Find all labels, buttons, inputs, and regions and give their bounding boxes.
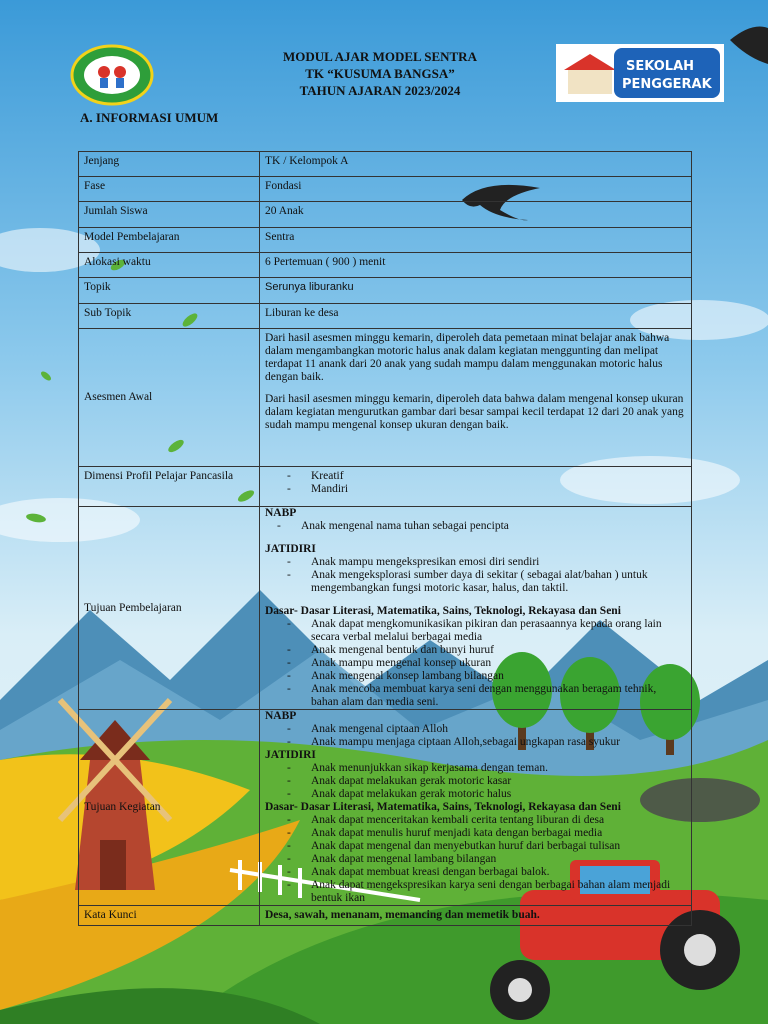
table-row xyxy=(79,906,692,926)
list-item: - Anak dapat mengkomunikasikan pikiran dan perasaannya kepada orang lain secara verbal melalui berbagai media xyxy=(287,618,686,644)
table-row xyxy=(79,228,692,253)
table-row xyxy=(79,278,692,304)
table-row xyxy=(79,304,692,329)
dasar-heading: Dasar- Dasar Literasi, Matematika, Sains, Teknologi, Rekayasa dan Seni xyxy=(265,801,621,813)
jatidiri-heading: JATIDIRI xyxy=(265,749,316,761)
list-item: - Anak mengenal nama tuhan sebagai pencipta xyxy=(277,520,686,533)
list-item: - Anak mampu mengekspresikan emosi diri sendiri xyxy=(287,556,686,569)
row-label: Dimensi Profil Pelajar Pancasila xyxy=(79,467,260,507)
table-row xyxy=(79,152,692,177)
dasar-list xyxy=(265,618,686,709)
list-item: - Anak mampu menjaga ciptaan Alloh,sebagai ungkapan rasa syukur xyxy=(287,736,686,749)
table-row xyxy=(79,202,692,228)
list-item: - Anak dapat melakukan gerak motoric kasar xyxy=(287,775,686,788)
row-label: Jumlah Siswa xyxy=(79,202,260,228)
sekolah-penggerak-logo xyxy=(556,44,724,102)
document-title xyxy=(230,48,530,99)
list-item: - Mandiri xyxy=(287,483,686,496)
row-label: Alokasi waktu xyxy=(79,253,260,278)
list-item: - Anak dapat mengenal dan menyebutkan huruf dari berbagai tulisan xyxy=(287,840,686,853)
row-label: Kata Kunci xyxy=(79,906,260,926)
row-value: Liburan ke desa xyxy=(260,304,692,329)
row-value: 20 Anak xyxy=(260,202,692,228)
row-value xyxy=(260,467,692,507)
jatidiri-heading: JATIDIRI xyxy=(265,543,316,555)
row-label: Jenjang xyxy=(79,152,260,177)
list-item: - Anak mampu mengenal konsep ukuran xyxy=(287,657,686,670)
list-item: - Anak dapat melakukan gerak motoric halus xyxy=(287,788,686,801)
dimensi-list xyxy=(265,470,686,496)
row-label: Sub Topik xyxy=(79,304,260,329)
school-logo xyxy=(70,44,154,106)
list-item: - Anak menunjukkan sikap kerjasama dengan teman. xyxy=(287,762,686,775)
table-row xyxy=(79,467,692,507)
nabp-heading: NABP xyxy=(265,710,297,722)
table-row xyxy=(79,177,692,202)
row-value: Desa, sawah, menanam, memancing dan memetik buah. xyxy=(260,906,692,926)
list-item: - Anak mengenal konsep lambang bilangan xyxy=(287,670,686,683)
table-row xyxy=(79,710,692,906)
row-label: Topik xyxy=(79,278,260,304)
list-item: - Anak dapat membuat kreasi dengan berbagai balok. xyxy=(287,866,686,879)
table-row xyxy=(79,507,692,710)
asesmen-paragraph-1: Dari hasil asesmen minggu kemarin, diperoleh data pemetaan minat belajar anak bahwa dalam mengambangkan motoric halus anak dalam kegiatan menggunting dan melipat terdapat 11 anank dari 20 anak yang sudah mampu dalam menggunakan motoric halus dengan baik. xyxy=(265,332,670,383)
section-title: A. INFORMASI UMUM xyxy=(80,110,219,125)
row-value xyxy=(260,710,692,906)
jatidiri-list xyxy=(265,762,686,801)
table-row xyxy=(79,253,692,278)
row-label: Asesmen Awal xyxy=(79,329,260,467)
list-item: - Anak dapat mengenal lambang bilangan xyxy=(287,853,686,866)
dasar-list xyxy=(265,814,686,905)
row-label: Fase xyxy=(79,177,260,202)
nabp-heading: NABP xyxy=(265,507,297,519)
jatidiri-list xyxy=(265,556,686,595)
svg-text:SEKOLAH: SEKOLAH xyxy=(626,59,695,74)
title-line-1: MODUL AJAR MODEL SENTRA xyxy=(283,49,477,64)
asesmen-paragraph-2: Dari hasil asesmen minggu kemarin, diperoleh data bahwa dalam mengenal konsep ukuran dalam kegiatan mengurutkan gambar dari besar sampai kecil terdapat 12 dari 20 anak yang sudah mampu mengenal konsep ukuran dengan baik. xyxy=(265,393,684,431)
row-value: Sentra xyxy=(260,228,692,253)
list-item: - Anak mencoba membuat karya seni dengan menggunakan beragam tehnik, bahan alam dan media seni. xyxy=(287,683,686,709)
title-line-2: TK “KUSUMA BANGSA” xyxy=(305,66,455,81)
list-item: - Anak dapat mengekspresikan karya seni dengan berbagai bahan alam menjadi bentuk ikan xyxy=(287,879,686,905)
row-value: TK / Kelompok A xyxy=(260,152,692,177)
row-label: Tujuan Pembelajaran xyxy=(79,507,260,710)
dasar-heading: Dasar- Dasar Literasi, Matematika, Sains, Teknologi, Rekayasa dan Seni xyxy=(265,605,621,617)
svg-text:PENGGERAK: PENGGERAK xyxy=(622,77,712,92)
info-table xyxy=(78,151,692,926)
nabp-list xyxy=(265,723,686,749)
row-value xyxy=(260,507,692,710)
list-item: - Anak dapat menceritakan kembali cerita tentang liburan di desa xyxy=(287,814,686,827)
nabp-list xyxy=(265,520,686,533)
row-value: Fondasi xyxy=(260,177,692,202)
list-item: - Anak mengenal bentuk dan bunyi huruf xyxy=(287,644,686,657)
row-label: Model Pembelajaran xyxy=(79,228,260,253)
list-item: - Anak mengeksplorasi sumber daya di sekitar ( sebagai alat/bahan ) untuk mengembangkan fungsi motoric kasar, halus, dan taktil. xyxy=(287,569,686,595)
title-line-3: TAHUN AJARAN 2023/2024 xyxy=(299,83,461,98)
row-label: Tujuan Kegiatan xyxy=(79,710,260,906)
list-item: - Kreatif xyxy=(287,470,686,483)
list-item: - Anak dapat menulis huruf menjadi kata dengan berbagai media xyxy=(287,827,686,840)
list-item: - Anak mengenal ciptaan Alloh xyxy=(287,723,686,736)
row-value: 6 Pertemuan ( 900 ) menit xyxy=(260,253,692,278)
table-row xyxy=(79,329,692,467)
row-value: Serunya liburanku xyxy=(260,278,692,304)
row-value xyxy=(260,329,692,467)
